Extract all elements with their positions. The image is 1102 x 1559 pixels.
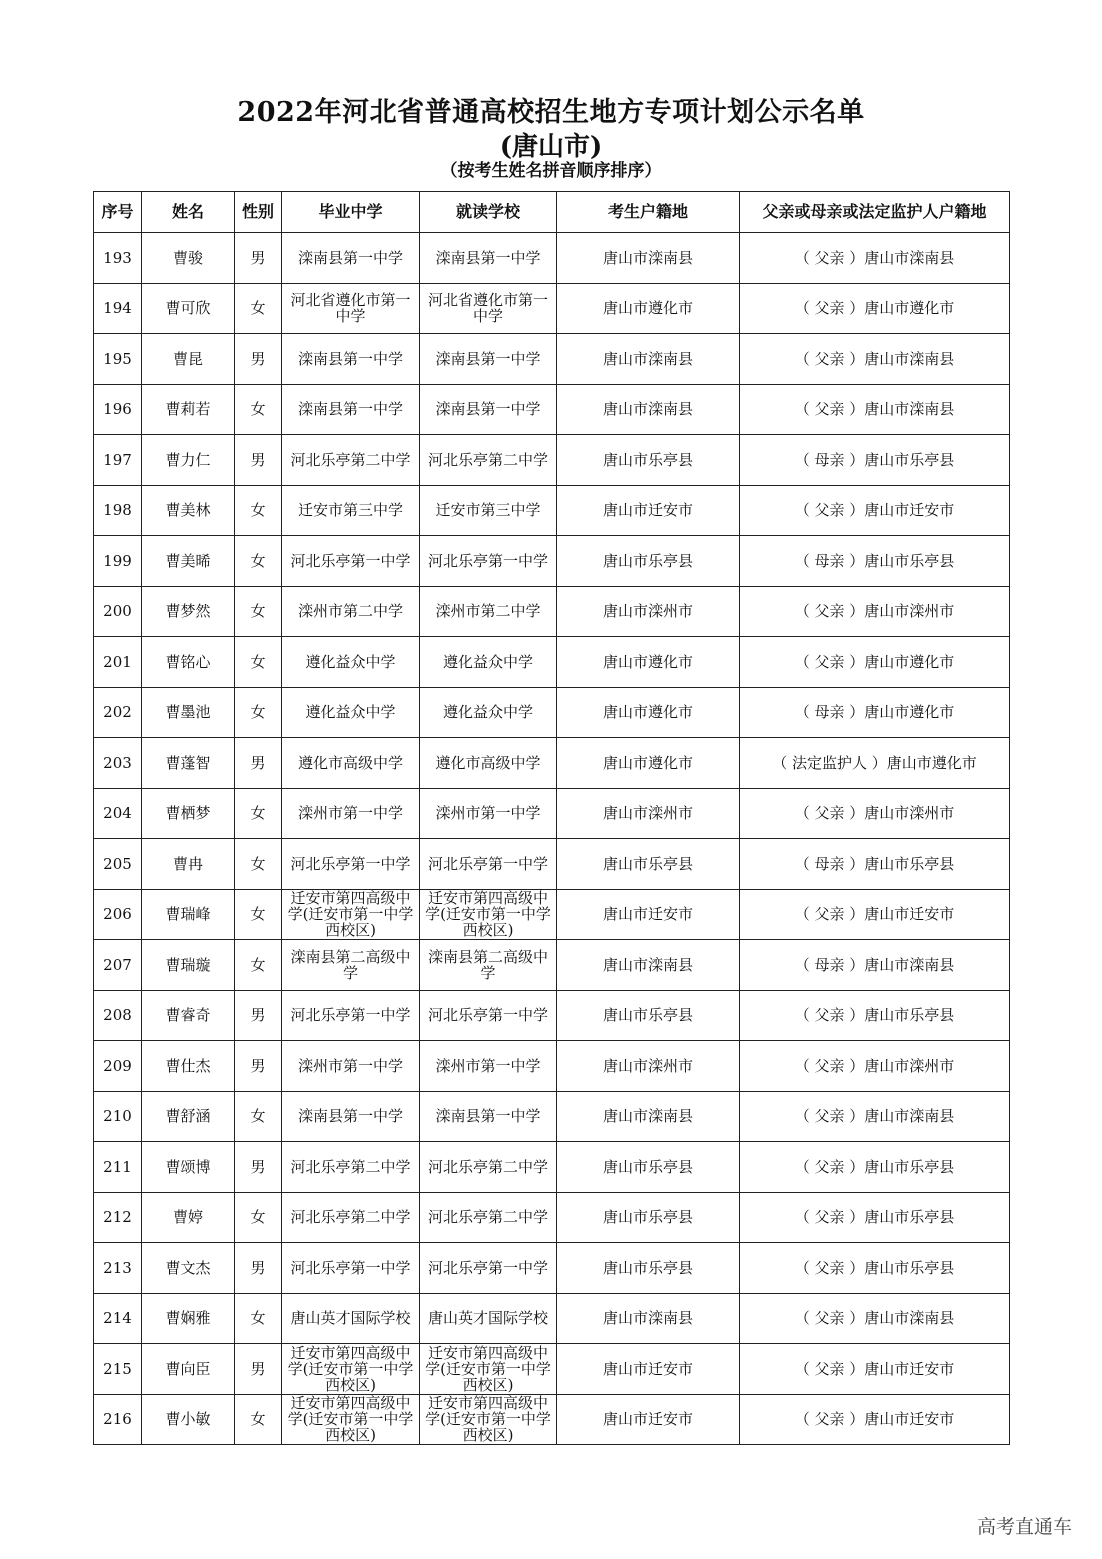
cell-no: 202 [94, 687, 142, 738]
table-row [94, 435, 1010, 486]
cell-hukou: 唐山市乐亭县 [557, 1192, 740, 1243]
cell-grad-school: 滦南县第一中学 [282, 233, 420, 284]
cell-sex: 男 [235, 990, 282, 1041]
table-row [94, 1142, 1010, 1193]
cell-parent-hukou: （ 父亲 ）唐山市乐亭县 [740, 1142, 1010, 1193]
cell-sex: 男 [235, 1142, 282, 1193]
cell-parent-hukou: （ 父亲 ）唐山市乐亭县 [740, 1192, 1010, 1243]
cell-no: 205 [94, 839, 142, 890]
cell-hukou: 唐山市迁安市 [557, 1394, 740, 1445]
cell-sex: 男 [235, 1041, 282, 1092]
table-row [94, 687, 1010, 738]
col-header-current-school: 就读学校 [420, 192, 557, 233]
cell-name: 曹蓬智 [142, 738, 235, 789]
cell-parent-hukou: （ 父亲 ）唐山市滦州市 [740, 586, 1010, 637]
cell-current-school: 滦州市第二中学 [420, 586, 557, 637]
cell-current-school: 滦州市第一中学 [420, 1041, 557, 1092]
cell-sex: 女 [235, 586, 282, 637]
cell-current-school: 迁安市第四高级中学(迁安市第一中学西校区) [420, 1394, 557, 1445]
cell-name: 曹仕杰 [142, 1041, 235, 1092]
cell-hukou: 唐山市滦南县 [557, 1293, 740, 1344]
cell-hukou: 唐山市乐亭县 [557, 435, 740, 486]
cell-parent-hukou: （ 父亲 ）唐山市迁安市 [740, 1344, 1010, 1395]
table-row [94, 839, 1010, 890]
cell-no: 197 [94, 435, 142, 486]
cell-sex: 女 [235, 687, 282, 738]
cell-sex: 女 [235, 485, 282, 536]
cell-name: 曹婷 [142, 1192, 235, 1243]
cell-name: 曹莉若 [142, 384, 235, 435]
cell-hukou: 唐山市滦南县 [557, 384, 740, 435]
table-row [94, 384, 1010, 435]
table-row [94, 1091, 1010, 1142]
table-row [94, 738, 1010, 789]
cell-grad-school: 河北乐亭第一中学 [282, 990, 420, 1041]
cell-grad-school: 滦南县第一中学 [282, 1091, 420, 1142]
cell-name: 曹美林 [142, 485, 235, 536]
cell-parent-hukou: （ 父亲 ）唐山市遵化市 [740, 637, 1010, 688]
cell-hukou: 唐山市遵化市 [557, 283, 740, 334]
cell-name: 曹力仁 [142, 435, 235, 486]
cell-current-school: 滦南县第二高级中学 [420, 940, 557, 991]
cell-name: 曹颂博 [142, 1142, 235, 1193]
cell-no: 214 [94, 1293, 142, 1344]
cell-sex: 男 [235, 738, 282, 789]
cell-parent-hukou: （ 母亲 ）唐山市乐亭县 [740, 839, 1010, 890]
cell-parent-hukou: （ 父亲 ）唐山市滦南县 [740, 233, 1010, 284]
col-header-grad-school: 毕业中学 [282, 192, 420, 233]
cell-grad-school: 滦南县第一中学 [282, 384, 420, 435]
cell-parent-hukou: （ 父亲 ）唐山市滦南县 [740, 1091, 1010, 1142]
cell-no: 203 [94, 738, 142, 789]
table-row [94, 889, 1010, 940]
table-row [94, 940, 1010, 991]
cell-parent-hukou: （ 父亲 ）唐山市滦州市 [740, 788, 1010, 839]
cell-current-school: 唐山英才国际学校 [420, 1293, 557, 1344]
cell-sex: 女 [235, 940, 282, 991]
cell-current-school: 河北省遵化市第一中学 [420, 283, 557, 334]
table-row [94, 1243, 1010, 1294]
cell-hukou: 唐山市乐亭县 [557, 990, 740, 1041]
cell-grad-school: 河北乐亭第一中学 [282, 839, 420, 890]
cell-name: 曹昆 [142, 334, 235, 385]
cell-hukou: 唐山市迁安市 [557, 1344, 740, 1395]
cell-hukou: 唐山市滦南县 [557, 940, 740, 991]
cell-sex: 女 [235, 1394, 282, 1445]
cell-hukou: 唐山市滦南县 [557, 1091, 740, 1142]
cell-grad-school: 滦州市第一中学 [282, 1041, 420, 1092]
sort-note: （按考生姓名拼音顺序排序） [440, 161, 662, 181]
cell-no: 210 [94, 1091, 142, 1142]
cell-sex: 女 [235, 1091, 282, 1142]
cell-grad-school: 滦南县第二高级中学 [282, 940, 420, 991]
col-header-name: 姓名 [142, 192, 235, 233]
col-header-no: 序号 [94, 192, 142, 233]
cell-name: 曹瑞璇 [142, 940, 235, 991]
cell-grad-school: 迁安市第三中学 [282, 485, 420, 536]
cell-current-school: 滦州市第一中学 [420, 788, 557, 839]
cell-no: 211 [94, 1142, 142, 1193]
cell-parent-hukou: （ 母亲 ）唐山市乐亭县 [740, 435, 1010, 486]
cell-name: 曹梦然 [142, 586, 235, 637]
cell-hukou: 唐山市遵化市 [557, 687, 740, 738]
table-row [94, 283, 1010, 334]
table-row [94, 788, 1010, 839]
page-subtitle: (唐山市) [499, 132, 603, 162]
table-row [94, 233, 1010, 284]
cell-hukou: 唐山市迁安市 [557, 485, 740, 536]
cell-name: 曹向臣 [142, 1344, 235, 1395]
table-row [94, 1293, 1010, 1344]
col-header-parent-hukou: 父亲或母亲或法定监护人户籍地 [740, 192, 1010, 233]
cell-current-school: 河北乐亭第二中学 [420, 1142, 557, 1193]
cell-parent-hukou: （ 父亲 ）唐山市滦南县 [740, 384, 1010, 435]
cell-name: 曹睿奇 [142, 990, 235, 1041]
table-row [94, 637, 1010, 688]
cell-current-school: 迁安市第三中学 [420, 485, 557, 536]
cell-hukou: 唐山市滦州市 [557, 1041, 740, 1092]
cell-current-school: 遵化益众中学 [420, 637, 557, 688]
table-row [94, 334, 1010, 385]
cell-sex: 男 [235, 334, 282, 385]
cell-current-school: 滦南县第一中学 [420, 384, 557, 435]
cell-parent-hukou: （ 父亲 ）唐山市迁安市 [740, 1394, 1010, 1445]
cell-current-school: 河北乐亭第一中学 [420, 839, 557, 890]
table-row [94, 1041, 1010, 1092]
cell-grad-school: 滦州市第一中学 [282, 788, 420, 839]
table-row [94, 1192, 1010, 1243]
cell-current-school: 河北乐亭第一中学 [420, 990, 557, 1041]
cell-no: 201 [94, 637, 142, 688]
cell-sex: 女 [235, 839, 282, 890]
cell-name: 曹铭心 [142, 637, 235, 688]
table-row [94, 1394, 1010, 1445]
cell-grad-school: 迁安市第四高级中学(迁安市第一中学西校区) [282, 1394, 420, 1445]
cell-parent-hukou: （ 父亲 ）唐山市滦南县 [740, 334, 1010, 385]
roster-table [93, 191, 1010, 1445]
cell-grad-school: 河北乐亭第一中学 [282, 536, 420, 587]
cell-sex: 女 [235, 283, 282, 334]
cell-grad-school: 遵化益众中学 [282, 687, 420, 738]
cell-parent-hukou: （ 父亲 ）唐山市迁安市 [740, 889, 1010, 940]
cell-parent-hukou: （ 母亲 ）唐山市乐亭县 [740, 536, 1010, 587]
table-body [94, 233, 1010, 1445]
cell-hukou: 唐山市滦州市 [557, 788, 740, 839]
cell-sex: 女 [235, 1192, 282, 1243]
cell-no: 195 [94, 334, 142, 385]
cell-no: 206 [94, 889, 142, 940]
cell-current-school: 滦南县第一中学 [420, 1091, 557, 1142]
cell-no: 204 [94, 788, 142, 839]
cell-current-school: 迁安市第四高级中学(迁安市第一中学西校区) [420, 1344, 557, 1395]
cell-grad-school: 迁安市第四高级中学(迁安市第一中学西校区) [282, 1344, 420, 1395]
cell-no: 207 [94, 940, 142, 991]
cell-parent-hukou: （ 法定监护人 ）唐山市遵化市 [740, 738, 1010, 789]
cell-parent-hukou: （ 父亲 ）唐山市滦州市 [740, 1041, 1010, 1092]
cell-no: 194 [94, 283, 142, 334]
cell-sex: 女 [235, 889, 282, 940]
cell-grad-school: 河北乐亭第二中学 [282, 1142, 420, 1193]
cell-sex: 男 [235, 1243, 282, 1294]
cell-sex: 男 [235, 435, 282, 486]
cell-grad-school: 滦州市第二中学 [282, 586, 420, 637]
cell-name: 曹可欣 [142, 283, 235, 334]
cell-no: 208 [94, 990, 142, 1041]
cell-hukou: 唐山市遵化市 [557, 738, 740, 789]
cell-hukou: 唐山市滦南县 [557, 233, 740, 284]
cell-no: 196 [94, 384, 142, 435]
cell-current-school: 河北乐亭第二中学 [420, 1192, 557, 1243]
cell-parent-hukou: （ 父亲 ）唐山市乐亭县 [740, 990, 1010, 1041]
cell-grad-school: 河北省遵化市第一中学 [282, 283, 420, 334]
watermark: 高考直通车 [976, 1516, 1072, 1538]
cell-current-school: 迁安市第四高级中学(迁安市第一中学西校区) [420, 889, 557, 940]
cell-hukou: 唐山市乐亭县 [557, 1243, 740, 1294]
cell-sex: 女 [235, 536, 282, 587]
cell-sex: 女 [235, 788, 282, 839]
cell-name: 曹小敏 [142, 1394, 235, 1445]
cell-no: 199 [94, 536, 142, 587]
page-title: 2022年河北省普通高校招生地方专项计划公示名单 [237, 97, 865, 128]
cell-hukou: 唐山市乐亭县 [557, 1142, 740, 1193]
cell-no: 198 [94, 485, 142, 536]
cell-current-school: 河北乐亭第一中学 [420, 1243, 557, 1294]
cell-name: 曹骏 [142, 233, 235, 284]
cell-parent-hukou: （ 父亲 ）唐山市迁安市 [740, 485, 1010, 536]
cell-name: 曹美晞 [142, 536, 235, 587]
cell-hukou: 唐山市遵化市 [557, 637, 740, 688]
cell-name: 曹瑞峰 [142, 889, 235, 940]
cell-no: 216 [94, 1394, 142, 1445]
cell-grad-school: 河北乐亭第二中学 [282, 1192, 420, 1243]
cell-name: 曹墨池 [142, 687, 235, 738]
cell-grad-school: 遵化益众中学 [282, 637, 420, 688]
cell-parent-hukou: （ 父亲 ）唐山市遵化市 [740, 283, 1010, 334]
cell-sex: 女 [235, 637, 282, 688]
cell-hukou: 唐山市滦南县 [557, 334, 740, 385]
cell-grad-school: 唐山英才国际学校 [282, 1293, 420, 1344]
table-row [94, 485, 1010, 536]
table-header-row [94, 192, 1010, 233]
cell-parent-hukou: （ 母亲 ）唐山市滦南县 [740, 940, 1010, 991]
cell-grad-school: 遵化市高级中学 [282, 738, 420, 789]
cell-sex: 男 [235, 233, 282, 284]
cell-parent-hukou: （ 母亲 ）唐山市遵化市 [740, 687, 1010, 738]
cell-name: 曹娴雅 [142, 1293, 235, 1344]
cell-hukou: 唐山市迁安市 [557, 889, 740, 940]
cell-no: 212 [94, 1192, 142, 1243]
cell-current-school: 遵化益众中学 [420, 687, 557, 738]
cell-sex: 女 [235, 384, 282, 435]
cell-name: 曹舒涵 [142, 1091, 235, 1142]
col-header-hukou: 考生户籍地 [557, 192, 740, 233]
col-header-sex: 性别 [235, 192, 282, 233]
cell-no: 213 [94, 1243, 142, 1294]
cell-parent-hukou: （ 父亲 ）唐山市乐亭县 [740, 1243, 1010, 1294]
cell-hukou: 唐山市乐亭县 [557, 839, 740, 890]
cell-grad-school: 河北乐亭第一中学 [282, 1243, 420, 1294]
cell-grad-school: 滦南县第一中学 [282, 334, 420, 385]
cell-no: 193 [94, 233, 142, 284]
cell-sex: 女 [235, 1293, 282, 1344]
cell-name: 曹文杰 [142, 1243, 235, 1294]
cell-hukou: 唐山市乐亭县 [557, 536, 740, 587]
cell-grad-school: 河北乐亭第二中学 [282, 435, 420, 486]
table-row [94, 990, 1010, 1041]
cell-grad-school: 迁安市第四高级中学(迁安市第一中学西校区) [282, 889, 420, 940]
cell-no: 215 [94, 1344, 142, 1395]
cell-name: 曹冉 [142, 839, 235, 890]
cell-parent-hukou: （ 父亲 ）唐山市滦南县 [740, 1293, 1010, 1344]
table-row [94, 586, 1010, 637]
cell-no: 200 [94, 586, 142, 637]
table-row [94, 1344, 1010, 1395]
cell-current-school: 河北乐亭第二中学 [420, 435, 557, 486]
cell-no: 209 [94, 1041, 142, 1092]
cell-sex: 男 [235, 1344, 282, 1395]
cell-current-school: 滦南县第一中学 [420, 334, 557, 385]
cell-hukou: 唐山市滦州市 [557, 586, 740, 637]
cell-name: 曹栖梦 [142, 788, 235, 839]
table-row [94, 536, 1010, 587]
cell-current-school: 滦南县第一中学 [420, 233, 557, 284]
cell-current-school: 遵化市高级中学 [420, 738, 557, 789]
cell-current-school: 河北乐亭第一中学 [420, 536, 557, 587]
